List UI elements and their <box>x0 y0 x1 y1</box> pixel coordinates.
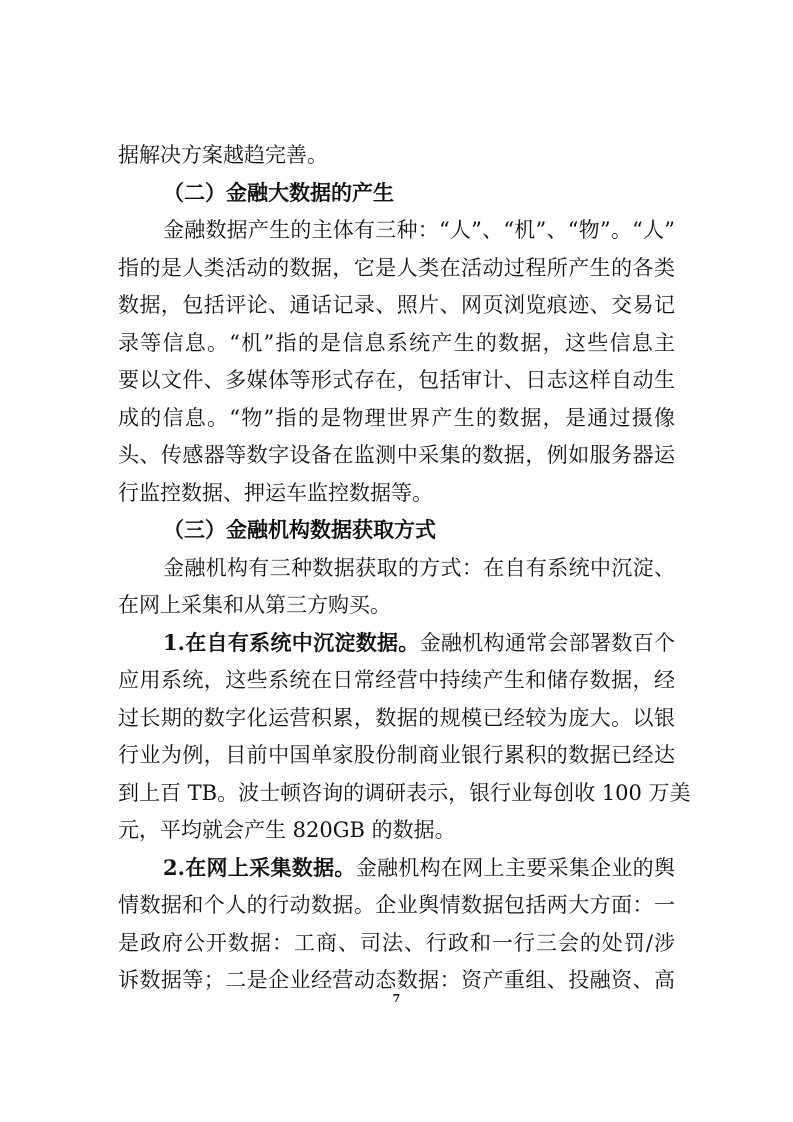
body-line: 元，平均就会产生 820GB 的数据。 <box>118 818 456 842</box>
body-text: 金融机构在网上主要采集企业的舆 <box>355 856 675 880</box>
body-line: 录等信息。“机”指的是信息系统产生的数据，这些信息主 <box>118 331 675 355</box>
body-line: 在网上采集和从第三方购买。 <box>118 593 391 617</box>
body-line: 是政府公开数据：工商、司法、行政和一行三会的处罚/涉 <box>118 931 675 955</box>
subheading-2: 2.在网上采集数据。 <box>163 855 356 880</box>
body-line: 数据，包括评论、通话记录、照片、网页浏览痕迹、交易记 <box>118 293 675 317</box>
body-line: 过长期的数字化运营积累，数据的规模已经较为庞大。以银 <box>118 706 675 730</box>
page-number: 7 <box>392 992 401 1005</box>
body-line: 据解决方案越趋完善。 <box>118 143 328 167</box>
section-heading-2: （二）金融大数据的产生 <box>163 180 394 205</box>
body-line-with-lead <box>163 853 675 883</box>
body-line: 指的是人类活动的数据，它是人类在活动过程所产生的各类 <box>118 256 675 280</box>
body-line: 情数据和个人的行动数据。企业舆情数据包括两大方面：一 <box>118 893 675 917</box>
body-line: 金融数据产生的主体有三种：“人”、“机”、“物”。“人” <box>163 218 675 242</box>
body-line: 行监控数据、押运车监控数据等。 <box>118 481 433 505</box>
body-line-with-lead <box>163 628 675 658</box>
body-line: 到上百 TB。波士顿咨询的调研表示，银行业每创收 100 万美 <box>118 781 691 805</box>
body-line: 成的信息。“物”指的是物理世界产生的数据，是通过摄像 <box>118 406 675 430</box>
body-line: 要以文件、多媒体等形式存在，包括审计、日志这样自动生 <box>118 368 675 392</box>
section-heading-3: （三）金融机构数据获取方式 <box>163 517 436 542</box>
body-line: 诉数据等；二是企业经营动态数据：资产重组、投融资、高 <box>118 968 675 992</box>
body-line: 金融机构有三种数据获取的方式：在自有系统中沉淀、 <box>163 556 675 580</box>
body-line: 行业为例，目前中国单家股份制商业银行累积的数据已经达 <box>118 743 675 767</box>
body-text: 金融机构通常会部署数百个 <box>419 631 676 655</box>
subheading-1: 1.在自有系统中沉淀数据。 <box>163 630 420 655</box>
body-line: 头、传感器等数字设备在监测中采集的数据，例如服务器运 <box>118 443 675 467</box>
body-line: 应用系统，这些系统在日常经营中持续产生和储存数据，经 <box>118 668 675 692</box>
